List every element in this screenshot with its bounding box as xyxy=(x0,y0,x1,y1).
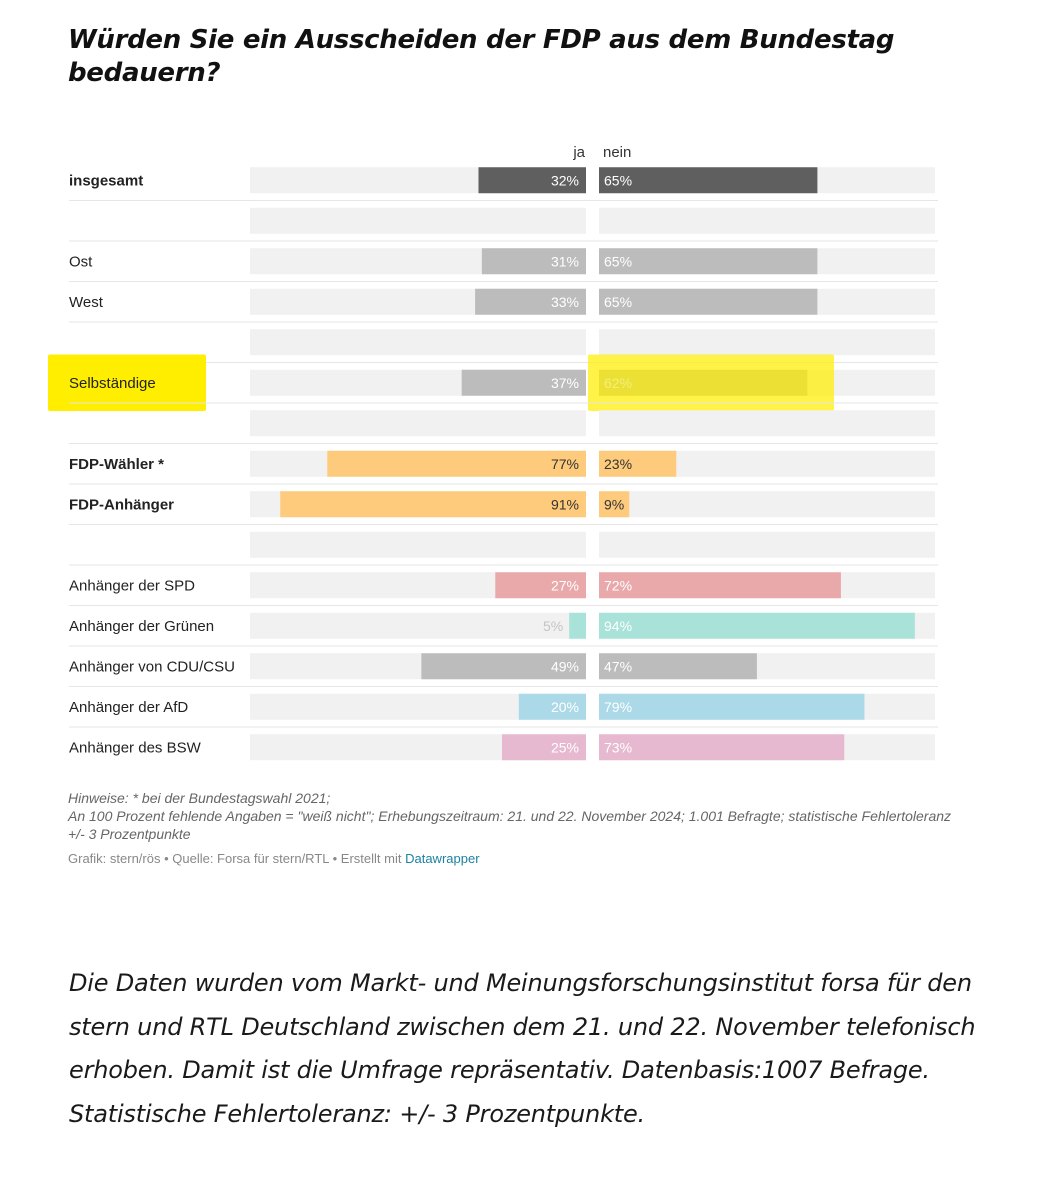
body-paragraph: Die Daten wurden vom Markt- und Meinungsforschungsinstitut forsa für den stern und RTL Deutschland zwischen dem 21. und 22. November telefonisch erhoben. Damit ist die Umfrage repräsentativ. Datenbasis:1007 Befrage. Statistische Fehlertoleranz: +/- 3 Prozentpunkte. xyxy=(69,969,976,1128)
value-label-ja: 49% xyxy=(550,658,579,675)
notes-line-1: Hinweise: * bei der Bundestagswahl 2021; xyxy=(68,790,331,806)
bar-ja xyxy=(280,491,586,517)
notes-line-2: An 100 Prozent fehlende Angaben = "weiß nicht"; Erhebungszeitraum: 21. und 22. November 2024; 1.001 Befragte; statistische Fehlertoleranz +/- 3 Prozentpunkte xyxy=(68,808,952,842)
row-label: Ost xyxy=(69,253,93,271)
bar-nein xyxy=(599,694,864,720)
row-label: FDP-Wähler * xyxy=(69,455,165,473)
value-label-nein: 23% xyxy=(604,455,633,472)
chart-notes xyxy=(68,789,968,843)
bar-nein xyxy=(599,572,841,598)
bar-nein xyxy=(599,613,915,639)
value-label-nein: 65% xyxy=(604,293,633,310)
bar-background-ja xyxy=(250,613,586,639)
bar-background-nein xyxy=(599,329,935,355)
row-label: Anhänger der AfD xyxy=(69,698,189,716)
row-label: Anhänger des BSW xyxy=(69,739,201,757)
value-label-ja: 31% xyxy=(550,253,579,270)
value-label-ja: 25% xyxy=(550,739,579,756)
row-label: insgesamt xyxy=(69,172,144,190)
value-label-nein: 73% xyxy=(604,739,633,756)
row-label: Anhänger der Grünen xyxy=(69,617,215,635)
row-label: FDP-Anhänger xyxy=(69,496,174,514)
bar-background-ja xyxy=(250,410,586,436)
bar-background-nein xyxy=(599,208,935,234)
value-label-nein: 47% xyxy=(604,658,633,675)
source-text: Grafik: stern/rös • Quelle: Forsa für stern/RTL • Erstellt mit xyxy=(68,851,402,866)
value-label-ja: 77% xyxy=(550,455,579,472)
value-label-nein: 62% xyxy=(604,374,633,391)
row-label: Selbständige xyxy=(69,374,156,392)
value-label-nein: 65% xyxy=(604,253,633,270)
chart-title: Würden Sie ein Ausscheiden der FDP aus dem Bundestag bedauern? xyxy=(68,25,895,88)
row-label: Anhänger der SPD xyxy=(69,577,195,595)
bar-background-ja xyxy=(250,208,586,234)
value-label-nein: 94% xyxy=(604,617,633,634)
column-header-nein: nein xyxy=(603,144,632,161)
bar-background-ja xyxy=(250,532,586,558)
bar-background-ja xyxy=(250,329,586,355)
bar-background-nein xyxy=(599,410,935,436)
value-label-nein: 9% xyxy=(604,496,625,513)
bar-ja xyxy=(569,613,586,639)
bar-nein xyxy=(599,734,844,760)
value-label-ja: 91% xyxy=(550,496,579,513)
chart-source xyxy=(68,851,480,866)
value-label-ja: 37% xyxy=(550,374,579,391)
bar-background-nein xyxy=(599,491,935,517)
value-label-nein: 79% xyxy=(604,698,633,715)
value-label-ja: 27% xyxy=(550,577,579,594)
value-label-nein: 65% xyxy=(604,172,633,189)
value-label-ja: 32% xyxy=(550,172,579,189)
column-header-ja: ja xyxy=(573,144,585,161)
value-label-ja: 5% xyxy=(542,617,564,634)
row-label: West xyxy=(69,293,103,311)
value-label-ja: 20% xyxy=(550,698,579,715)
row-label: Anhänger von CDU/CSU xyxy=(69,658,235,676)
bar-ja xyxy=(327,451,586,477)
bar-background-nein xyxy=(599,532,935,558)
datawrapper-link[interactable]: Datawrapper xyxy=(405,851,480,866)
value-label-nein: 72% xyxy=(604,577,633,594)
value-label-ja: 33% xyxy=(550,293,579,310)
